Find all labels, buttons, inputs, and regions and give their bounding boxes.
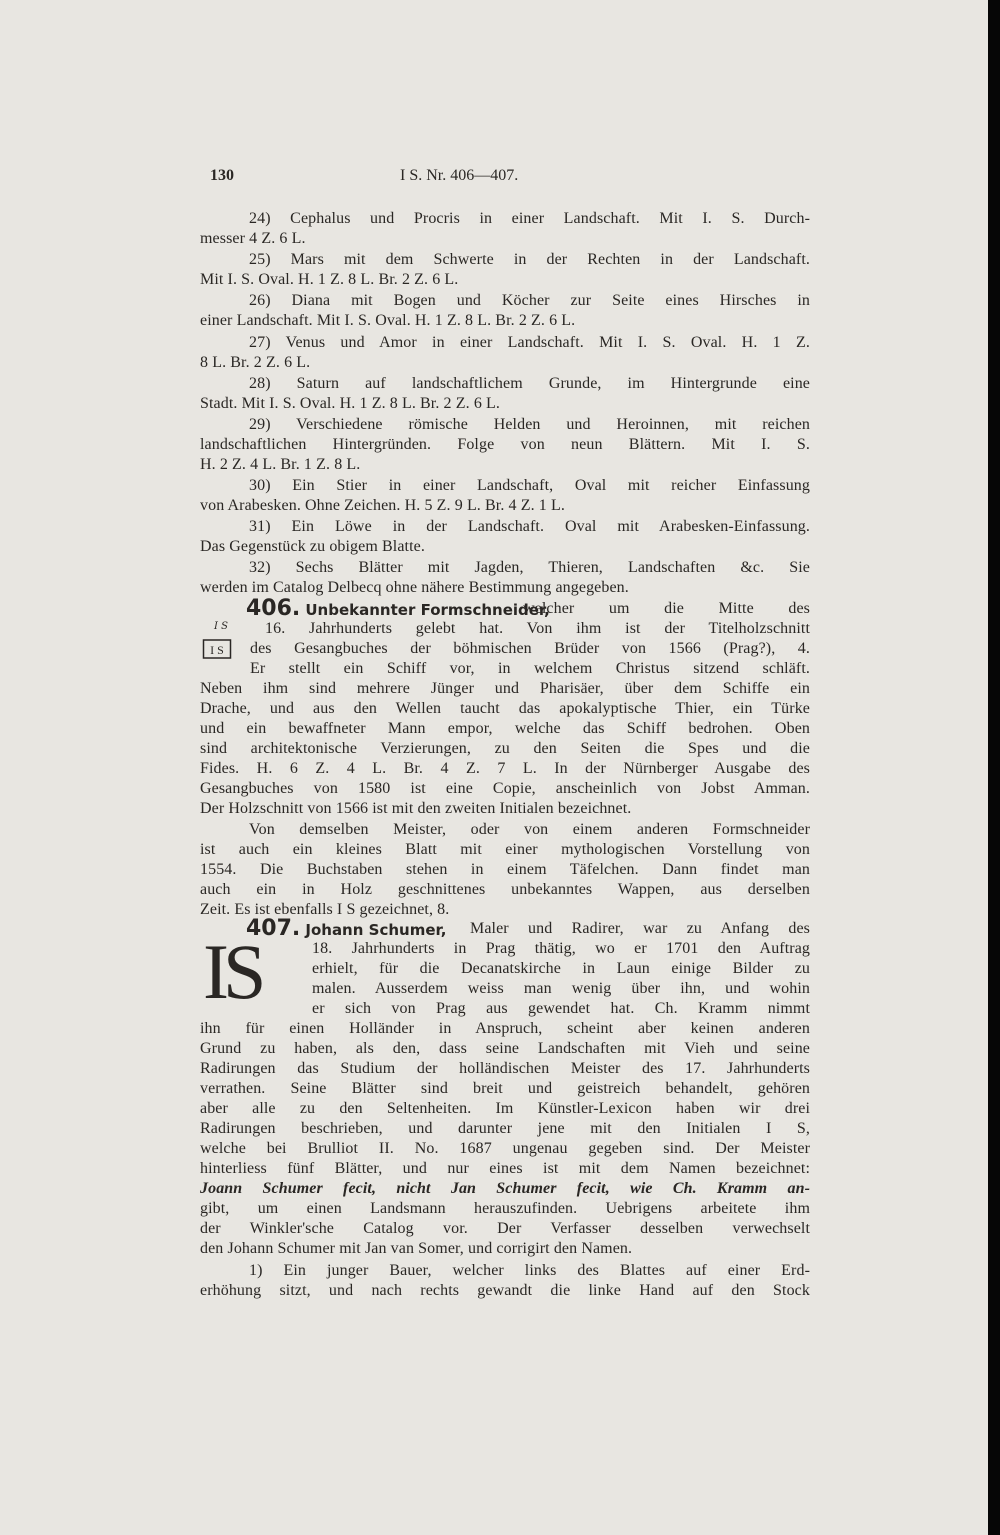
entry-407-line-14: Joann Schumer fecit, nicht Jan Schumer fecit, wie Ch. Kramm an- <box>200 1180 810 1197</box>
entry-27-line-2: 8 L. Br. 2 Z. 6 L. <box>200 354 311 371</box>
entry-406-heading-row <box>246 596 550 621</box>
entry-25-line-2: Mit I. S. Oval. H. 1 Z. 8 L. Br. 2 Z. 6 L. <box>200 271 459 288</box>
entry-407-line-12: welche bei Brulliot II. No. 1687 ungenau gegeben sind. Der Meister <box>200 1140 810 1157</box>
entry-26-line-2: einer Landschaft. Mit I. S. Oval. H. 1 Z. 8 L. Br. 2 Z. 6 L. <box>200 312 576 329</box>
monogram-box-icon <box>202 634 232 664</box>
entry-406-line-16: Zeit. Es ist ebenfalls I S gezeichnet, 8. <box>200 901 450 918</box>
entry-406-line-2: 16. Jahrhunderts gelebt hat. Von ihm ist der Titelholzschnitt <box>265 620 810 637</box>
entry-30-line-2: von Arabesken. Ohne Zeichen. H. 5 Z. 9 L. Br. 4 Z. 1 L. <box>200 497 565 514</box>
entry-407-heading: Johann Schumer, <box>305 921 447 939</box>
entry-407-line-15: gibt, um einen Landsmann herauszufinden. Uebrigens arbeitete ihm <box>200 1200 810 1217</box>
entry-407-line-7: Grund zu haben, als den, dass seine Landschaften mit Vieh und seine <box>200 1040 810 1057</box>
page-number: 130 <box>210 167 234 184</box>
entry-25-line-1: 25) Mars mit dem Schwerte in der Rechten in der Landschaft. <box>249 251 810 268</box>
monogram-small: I S <box>214 621 228 632</box>
entry-407-line-10: aber alle zu den Seltenheiten. Im Künstler-Lexicon haben wir drei <box>200 1100 810 1117</box>
entry-406-number: 406. <box>246 596 301 621</box>
entry-407-line-16: der Winkler'sche Catalog vor. Der Verfasser desselben verwechselt <box>200 1220 810 1237</box>
entry-407-line-6: ihn für einen Holländer in Anspruch, scheint aber keinen anderen <box>200 1020 810 1037</box>
entry-29-line-3: H. 2 Z. 4 L. Br. 1 Z. 8 L. <box>200 456 361 473</box>
entry-26-line-1: 26) Diana mit Bogen und Köcher zur Seite eines Hirsches in <box>249 292 810 309</box>
entry-406-line-10: Gesangbuches von 1580 ist eine Copie, anscheinlich von Jobst Amman. <box>200 780 810 797</box>
entry-406-line-12: Von demselben Meister, oder von einem anderen Formschneider <box>249 821 810 838</box>
entry-406-line-3: des Gesangbuches der böhmischen Brüder von 1566 (Prag?), 4. <box>250 640 810 657</box>
entry-406-line-14: 1554. Die Buchstaben stehen in einem Täfelchen. Dann findet man <box>200 861 810 878</box>
entry-30-line-1: 30) Ein Stier in einer Landschaft, Oval mit reicher Einfassung <box>249 477 810 494</box>
entry-407-line-4: malen. Ausserdem weiss man wenig über ihn, und wohin <box>312 980 810 997</box>
entry-28-line-2: Stadt. Mit I. S. Oval. H. 1 Z. 8 L. Br. 2 Z. 6 L. <box>200 395 501 412</box>
entry-407-line-3: erhielt, für die Decanatskirche in Laun einige Bilder zu <box>312 960 810 977</box>
monogram-initial: IS <box>203 928 261 1015</box>
entry-407-line-18: 1) Ein junger Bauer, welcher links des Blattes auf einer Erd- <box>249 1262 810 1279</box>
entry-31-line-1: 31) Ein Löwe in der Landschaft. Oval mit Arabesken-Einfassung. <box>249 518 810 535</box>
entry-406-line-6: Drache, und aus den Wellen taucht das apokalyptische Thier, ein Türke <box>200 700 810 717</box>
entry-407-line-11: Radirungen beschrieben, und darunter jene mit den Initialen I S, <box>200 1120 810 1137</box>
entry-31-line-2: Das Gegenstück zu obigem Blatte. <box>200 538 425 555</box>
entry-28-line-1: 28) Saturn auf landschaftlichem Grunde, im Hintergrunde eine <box>249 375 810 392</box>
entry-407-line-1: Maler und Radirer, war zu Anfang des <box>470 920 810 937</box>
entry-29-line-1: 29) Verschiedene römische Helden und Heroinnen, mit reichen <box>249 416 810 433</box>
entry-24-line-2: messer 4 Z. 6 L. <box>200 230 306 247</box>
entry-406-line-1: welcher um die Mitte des <box>523 600 810 617</box>
entry-406-line-15: auch ein in Holz geschnittenes unbekanntes Wappen, aus derselben <box>200 881 810 898</box>
entry-407-line-2: 18. Jahrhunderts in Prag thätig, wo er 1701 den Auftrag <box>312 940 810 957</box>
entry-407-line-17: den Johann Schumer mit Jan van Somer, und corrigirt den Namen. <box>200 1240 633 1257</box>
entry-406-line-11: Der Holzschnitt von 1566 ist mit den zweiten Initialen bezeichnet. <box>200 800 632 817</box>
entry-407-line-13: hinterliess fünf Blätter, und nur eines ist mit dem Namen bezeichnet: <box>200 1160 810 1177</box>
entry-27-line-1: 27) Venus und Amor in einer Landschaft. Mit I. S. Oval. H. 1 Z. <box>249 334 810 351</box>
entry-406-line-13: ist auch ein kleines Blatt mit einer mythologischen Vorstellung von <box>200 841 810 858</box>
scan-edge <box>988 0 1000 1535</box>
entry-407-line-9: verrathen. Seine Blätter sind breit und geistreich behandelt, gehören <box>200 1080 810 1097</box>
entry-407-number: 407. <box>246 916 301 941</box>
entry-407-line-19: erhöhung sitzt, und nach rechts gewandt die linke Hand auf den Stock <box>200 1282 810 1299</box>
entry-29-line-2: landschaftlichen Hintergründen. Folge von neun Blättern. Mit I. S. <box>200 436 810 453</box>
entry-406-line-4: Er stellt ein Schiff vor, in welchem Christus sitzend schläft. <box>250 660 810 677</box>
entry-24-line-1: 24) Cephalus und Procris in einer Landschaft. Mit I. S. Durch- <box>249 210 810 227</box>
entry-406-heading: Unbekannter Formschneider, <box>305 601 550 619</box>
entry-406-line-8: sind architektonische Verzierungen, zu den Seiten die Spes und die <box>200 740 810 757</box>
entry-407-line-8: Radirungen das Studium der holländischen Meister des 17. Jahrhunderts <box>200 1060 810 1077</box>
entry-406-line-9: Fides. H. 6 Z. 4 L. Br. 4 Z. 7 L. In der Nürnberger Ausgabe des <box>200 760 810 777</box>
entry-407-heading-row <box>246 916 446 941</box>
entry-32-line-2: werden im Catalog Delbecq ohne nähere Bestimmung angegeben. <box>200 579 629 596</box>
running-head: I S. Nr. 406—407. <box>400 167 519 184</box>
entry-406-line-5: Neben ihm sind mehrere Jünger und Pharisäer, über dem Schiffe ein <box>200 680 810 697</box>
entry-407-line-5: er sich von Prag aus gewendet hat. Ch. Kramm nimmt <box>312 1000 810 1017</box>
entry-406-line-7: und ein bewaffneter Mann empor, welche das Schiff bedrohen. Oben <box>200 720 810 737</box>
monogram-box-letters: I S <box>210 643 224 657</box>
entry-32-line-1: 32) Sechs Blätter mit Jagden, Thieren, Landschaften &c. Sie <box>249 559 810 576</box>
